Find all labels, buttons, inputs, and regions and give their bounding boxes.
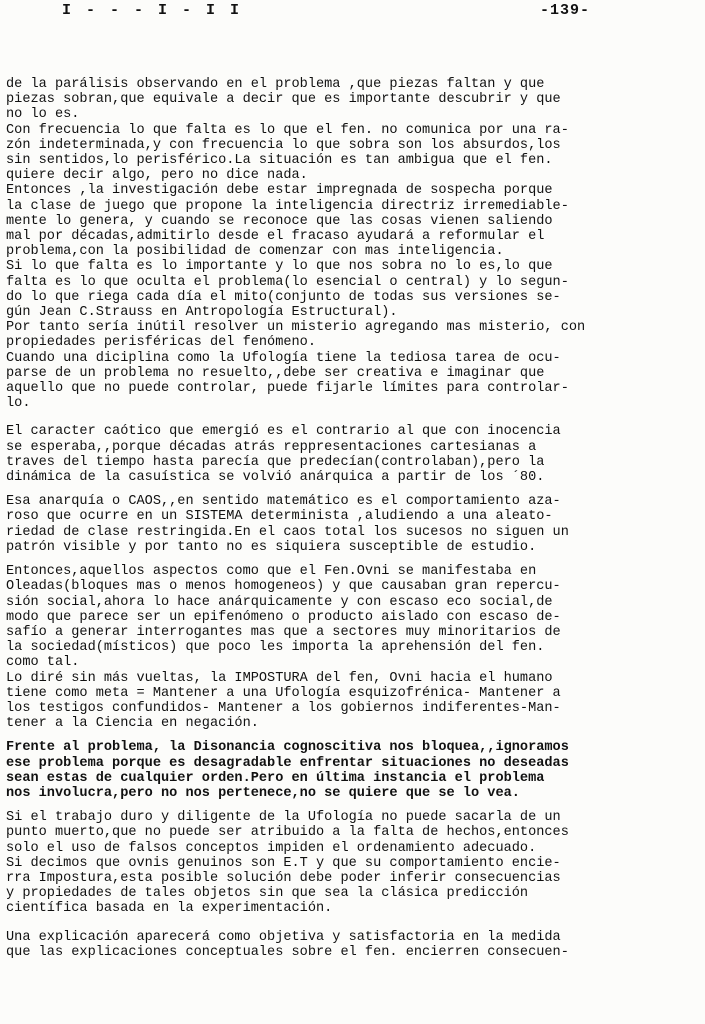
page-header (0, 2, 705, 22)
text-line: Cuando una diciplina como la Ufología tiene la tediosa tarea de ocu- (6, 350, 561, 366)
text-line: riedad de clase restringida.En el caos total los sucesos no siguen un (6, 524, 569, 540)
text-line: la clase de juego que propone la inteligencia directriz irremediable- (6, 198, 569, 214)
paragraph (6, 424, 703, 485)
document-body (6, 77, 703, 960)
paragraph (6, 494, 703, 555)
text-line: solo el uso de falsos conceptos impiden el ordenamiento adecuado. (6, 840, 537, 856)
paragraph (6, 930, 703, 960)
text-line: de la parálisis observando en el problema ,que piezas faltan y que (6, 77, 545, 92)
text-line: lo. (6, 396, 31, 412)
text-line: falta es lo que oculta el problema(lo esencial o central) y lo segun- (6, 274, 569, 290)
paragraph (6, 183, 703, 259)
text-line: Esa anarquía o CAOS,,en sentido matemático es el comportamiento aza- (6, 494, 561, 510)
paragraph (6, 123, 703, 184)
text-line: y propiedades de tales objetos sin que sea la clásica predicción (6, 886, 529, 902)
paragraph-gap (6, 555, 703, 564)
text-line: Si decimos que ovnis genuinos son E.T y que su comportamiento encie- (6, 855, 561, 871)
text-line: ese problema porque es desagradable enfrentar situaciones no deseadas (6, 755, 569, 771)
text-line: dinámica de la casuística se volvió anárquica a partir de los ´80. (6, 470, 545, 486)
paragraph (6, 810, 703, 856)
text-line: sin sentidos,lo perisférico.La situación es tan ambigua que el fen. (6, 153, 553, 169)
text-line: mente lo genera, y cuando se reconoce que las cosas vienen saliendo (6, 213, 553, 229)
text-line: aquello que no puede controlar, puede fijarle límites para controlar- (6, 381, 569, 397)
text-line: zón indeterminada,y con frecuencia lo que sobra son los absurdos,los (6, 137, 561, 153)
text-line: tener a la Ciencia en negación. (6, 716, 259, 732)
text-line: punto muerto,que no puede ser atribuido a la falta de hechos,entonces (6, 825, 569, 841)
text-line: patrón visible y por tanto no es siquiera susceptible de estudio. (6, 539, 537, 555)
text-line: los testigos confundidos- Mantener a los gobiernos indiferentes-Man- (6, 700, 561, 716)
text-line: la sociedad(místicos) que poco les importa la aprehensión del fen. (6, 640, 545, 656)
text-line: Una explicación aparecerá como objetiva y satisfactoria en la medida (6, 929, 561, 945)
text-line: tiene como meta = Mantener a una Ufología esquizofrénica- Mantener a (6, 685, 561, 701)
text-line: sean estas de cualquier orden.Pero en última instancia el problema (6, 770, 545, 786)
text-line: problema,con la posibilidad de comenzar con mas inteligencia. (6, 244, 504, 260)
text-line: quiere decir algo, pero no dice nada. (6, 168, 308, 184)
text-line: Si el trabajo duro y diligente de la Ufología no puede sacarla de un (6, 810, 561, 826)
text-line: Entonces,aquellos aspectos como que el Fen.Ovni se manifestaba en (6, 564, 537, 580)
paragraph (6, 564, 703, 670)
text-line: parse de un problema no resuelto,,debe ser creativa e imaginar que (6, 365, 545, 381)
text-line: Lo diré sin más vueltas, la IMPOSTURA del fen, Ovni hacia el humano (6, 670, 553, 686)
paragraph (6, 671, 703, 732)
text-line: sión social,ahora lo hace anárquicamente y con escaso eco social,de (6, 594, 553, 610)
text-line: Entonces ,la investigación debe estar impregnada de sospecha porque (6, 183, 553, 199)
paragraph-gap (6, 801, 703, 810)
text-line: se esperaba,,porque décadas atrás reppresentaciones cartesianas a (6, 439, 537, 455)
text-line: científica basada en la experimentación. (6, 901, 333, 917)
text-line: como tal. (6, 655, 80, 671)
paragraph (6, 856, 703, 917)
text-line: propiedades perisféricas del fenómeno. (6, 335, 316, 351)
paragraph (6, 351, 703, 412)
text-line: do lo que riega cada día el mito(conjunto de todas sus versiones se- (6, 289, 561, 305)
paragraph-gap (6, 485, 703, 494)
text-line: Si lo que falta es lo importante y lo que nos sobra no lo es,lo que (6, 259, 553, 275)
text-line: Oleadas(bloques mas o menos homogeneos) y que causaban gran repercu- (6, 579, 561, 595)
text-line: Por tanto sería inútil resolver un misterio agregando mas misterio, con (6, 320, 586, 336)
text-line: que las explicaciones conceptuales sobre el fen. encierren consecuen- (6, 944, 569, 960)
text-line: piezas sobran,que equivale a decir que es importante descubrir y que (6, 92, 561, 108)
section-marker: I - - - I - I I (62, 2, 243, 19)
paragraph-gap (6, 917, 703, 930)
page-number: -139- (540, 2, 591, 19)
text-line: El caracter caótico que emergió es el contrario al que con inocencia (6, 424, 561, 440)
bold-paragraph (6, 740, 703, 801)
text-line: Frente al problema, la Disonancia cognoscitiva nos bloquea,,ignoramos (6, 740, 569, 756)
text-line: rra Impostura,esta posible solución debe poder inferir consecuencias (6, 870, 561, 886)
text-line: nos involucra,pero no nos pertenece,no se quiere que se lo vea. (6, 785, 520, 801)
text-line: safío a generar interrogantes mas que a sectores muy minoritarios de (6, 624, 561, 640)
text-line: mal por décadas,admitirlo desde el fracaso ayudará a reformular el (6, 229, 545, 245)
text-line: traves del tiempo hasta parecía que predecían(controlaban),pero la (6, 454, 545, 470)
paragraph (6, 259, 703, 320)
text-line: no lo es. (6, 107, 80, 123)
paragraph-gap (6, 411, 703, 424)
text-line: modo que parece ser un epifenómeno o producto aislado con escaso de- (6, 609, 561, 625)
paragraph-gap (6, 731, 703, 740)
paragraph (6, 77, 703, 123)
text-line: roso que ocurre en un SISTEMA determinista ,aludiendo a una aleato- (6, 509, 553, 525)
text-line: Con frecuencia lo que falta es lo que el fen. no comunica por una ra- (6, 122, 569, 138)
paragraph (6, 320, 703, 350)
text-line: gún Jean C.Strauss en Antropología Estructural). (6, 305, 398, 321)
